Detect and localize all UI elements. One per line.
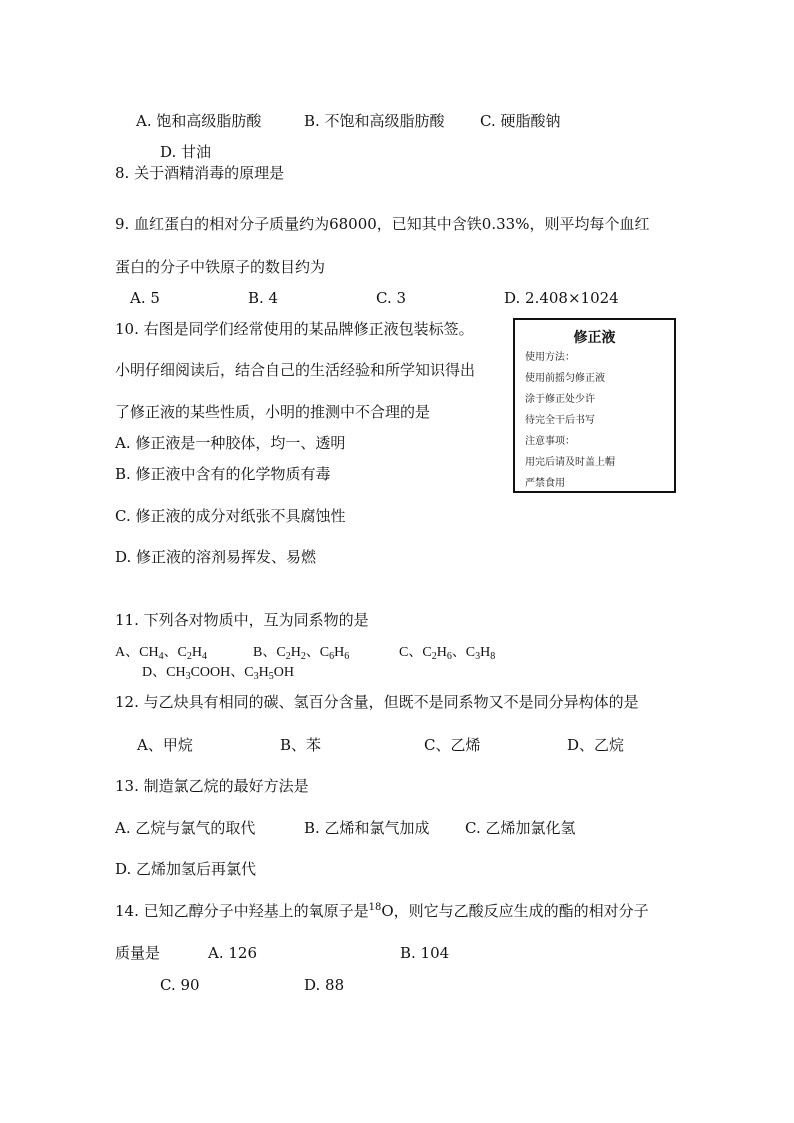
q8-stem: 8. 关于酒精消毒的原理是 — [115, 164, 285, 182]
q7-option-c: C. 硬脂酸钠 — [480, 112, 561, 130]
q7-option-d: D. 甘油 — [160, 143, 212, 161]
q9-option-b: B. 4 — [248, 289, 279, 307]
label-line: 使用前摇匀修正液 — [525, 373, 605, 384]
q9-option-d: D. 2.408×1024 — [504, 289, 619, 307]
q11-stem: 11. 下列各对物质中，互为同系物的是 — [115, 611, 369, 629]
q13-option-d: D. 乙烯加氢后再氯代 — [115, 860, 257, 878]
q14-stem-line-1: 14. 已知乙醇分子中羟基上的氧原子是$^{18}$O，则它与乙酸反应生成的酯的相对分子 — [115, 902, 649, 920]
q11-option-a: A、$CH_4$、$C_2H_4$ — [115, 645, 208, 662]
q13-option-c: C. 乙烯加氯化氢 — [465, 819, 576, 837]
q13-option-a: A. 乙烷与氯气的取代 — [115, 819, 256, 837]
label-line: 注意事项： — [525, 436, 575, 447]
label-line: 待完全干后书写 — [525, 415, 595, 426]
q12-option-d: D、乙烷 — [567, 736, 625, 754]
q9-option-a: A. 5 — [130, 289, 160, 307]
q13-stem: 13. 制造氯乙烷的最好方法是 — [115, 777, 309, 795]
q10-option-c: C. 修正液的成分对纸张不具腐蚀性 — [115, 507, 346, 525]
q10-option-b: B. 修正液中含有的化学物质有毒 — [115, 465, 331, 483]
q11-option-d: D、$CH_3COOH$、$C_3H_5OH$ — [142, 665, 294, 682]
q9-stem-line-1: 9. 血红蛋白的相对分子质量约为68000，已知其中含铁0.33%，则平均每个血红 — [115, 215, 650, 233]
label-line: 使用方法： — [525, 352, 575, 363]
correction-fluid-label — [513, 318, 676, 493]
q9-option-c: C. 3 — [376, 289, 407, 307]
label-line: 用完后请及时盖上帽 — [525, 457, 615, 468]
q14-stem-line-2: 质量是 — [115, 944, 161, 962]
q11-option-b: B、$C_2H_2$、$C_6H_6$ — [253, 645, 350, 662]
q14-option-a: A. 126 — [208, 944, 257, 962]
q10-stem-line-2: 小明仔细阅读后，结合自己的生活经验和所学知识得出 — [115, 361, 476, 379]
q10-option-a: A. 修正液是一种胶体，均一、透明 — [115, 434, 346, 452]
label-title: 修正液 — [573, 330, 616, 346]
q12-option-b: B、苯 — [280, 736, 322, 754]
q14-option-d: D. 88 — [304, 976, 345, 994]
q11-option-c: C、$C_2H_6$、$C_3H_8$ — [399, 645, 496, 662]
label-line: 严禁食用 — [525, 478, 565, 489]
q7-option-a: A. 饱和高级脂肪酸 — [136, 112, 262, 130]
q10-stem-line-1: 10. 右图是同学们经常使用的某品牌修正液包装标签。 — [115, 320, 474, 338]
q10-stem-line-3: 了修正液的某些性质，小明的推测中不合理的是 — [115, 403, 431, 421]
label-line: 涂于修正处少许 — [525, 394, 595, 405]
q7-option-b: B. 不饱和高级脂肪酸 — [304, 112, 445, 130]
q14-option-b: B. 104 — [400, 944, 450, 962]
q12-option-c: C、乙烯 — [424, 736, 481, 754]
q12-option-a: A、甲烷 — [137, 736, 193, 754]
q12-stem: 12. 与乙炔具有相同的碳、氢百分含量，但既不是同系物又不是同分异构体的是 — [115, 693, 639, 711]
q13-option-b: B. 乙烯和氯气加成 — [304, 819, 430, 837]
q10-option-d: D. 修正液的溶剂易挥发、易燃 — [115, 548, 317, 566]
q9-stem-line-2: 蛋白的分子中铁原子的数目约为 — [115, 258, 326, 276]
q14-option-c: C. 90 — [160, 976, 200, 994]
